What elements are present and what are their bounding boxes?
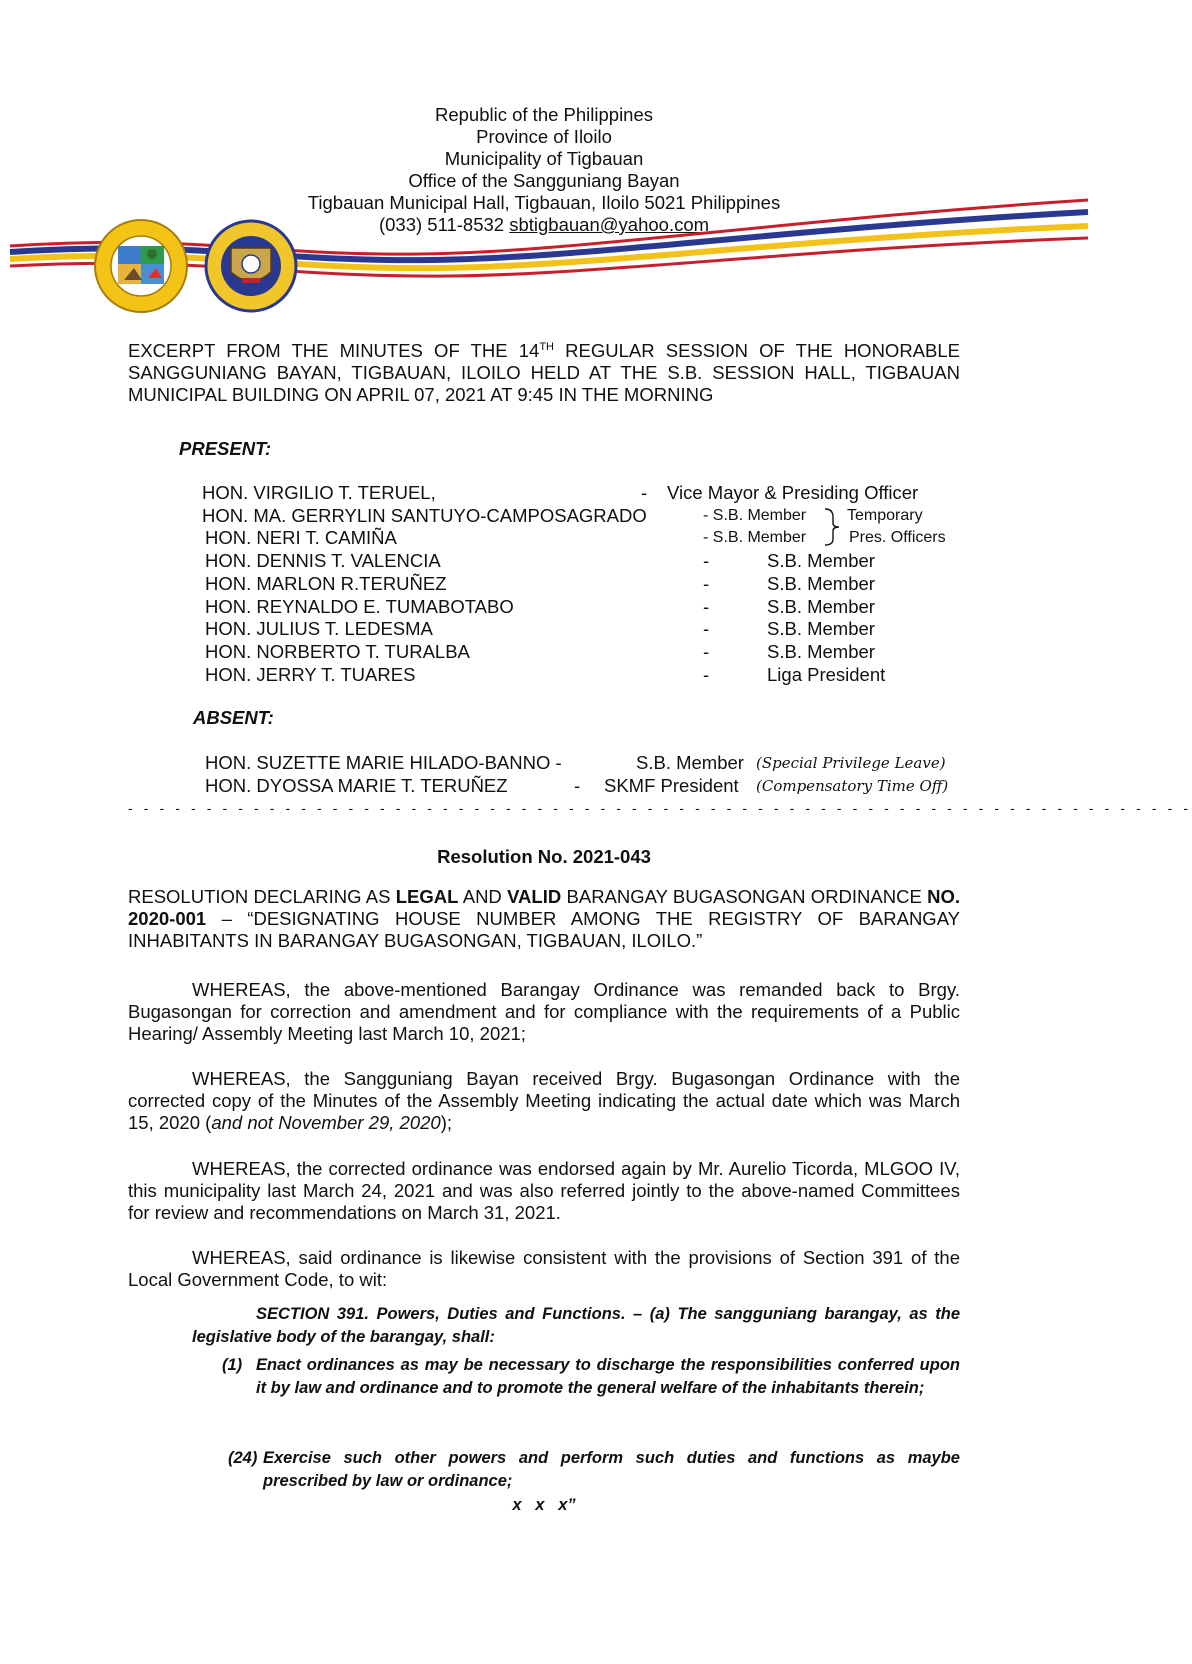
item-24-text: Exercise such other powers and perform such duties and functions as maybe prescribed by law or ordinance; [263,1449,960,1490]
item-1-number: (1) [222,1356,243,1374]
present-role: S.B. Member [767,596,875,617]
title-text: AND [458,886,508,907]
title-text: – “DESIGNATING HOUSE NUMBER AMONG THE REGISTRY OF BARANGAY INHABITANTS IN BARANGAY BUGASONGAN, TIGBAUAN, ILOILO.” [128,908,960,951]
resolution-title [128,886,960,952]
whereas-clause-4: WHEREAS, said ordinance is likewise consistent with the provisions of Section 391 of the Local Government Code, to wit: [128,1247,960,1290]
excerpt-text-b: REGULAR SESSION OF THE HONORABLE SANGGUNIANG BAYAN, TIGBAUAN, ILOILO HELD AT THE S.B. SESSION HALL, TIGBAUAN MUNICIPAL BUILDING ON APRIL 07, 2021 AT 9:45 IN THE MORNING [128,340,960,406]
absent-role: SKMF President [604,775,739,796]
letterhead-republic: Republic of the Philippines [434,104,654,125]
present-name: HON. DENNIS T. VALENCIA [205,550,441,571]
present-dash: - [703,550,710,571]
present-role: Temporary [847,507,923,524]
excerpt-paragraph [128,336,960,406]
excerpt-text-a: EXCERPT FROM THE MINUTES OF THE 14 [128,340,540,362]
present-role: Pres. Officers [849,529,946,546]
present-name: HON. VIRGILIO T. TERUEL, [202,482,436,503]
present-heading: PRESENT: [179,438,272,459]
letterhead-office: Office of the Sangguniang Bayan [408,170,680,191]
whereas-clause-1: WHEREAS, the above-mentioned Barangay Ordinance was remanded back to Brgy. Bugasongan for correction and amendment and for compliance with the requirements of a Public Hearing/ Assembly Meeting last March 10, 2021; [128,979,960,1044]
present-dash: - [703,596,710,617]
absent-note: (Special Privilege Leave) [756,754,946,772]
municipality-seal-icon [86,218,196,314]
whereas-2-italic: and not November 29, 2020 [211,1112,441,1133]
letterhead-phone: (033) 511-8532 [378,214,505,235]
present-dash: - S.B. Member [703,529,807,546]
item-24-number: (24) [228,1449,258,1467]
present-name: HON. JULIUS T. LEDESMA [205,618,433,639]
absent-name: HON. SUZETTE MARIE HILADO-BANNO - [205,752,562,773]
title-valid: VALID [507,886,562,907]
absent-dash: - [574,775,581,796]
present-name: HON. NERI T. CAMIÑA [205,527,397,548]
absent-note: (Compensatory Time Off) [756,777,949,795]
present-dash: - [703,641,710,662]
present-role: Liga President [767,664,886,685]
whereas-2-text: WHEREAS, the Sangguniang Bayan received Brgy. Bugasongan Ordinance with the corrected copy of the Minutes of the Assembly Meeting indicating the actual date which was March 15, 2020 ( [128,1068,960,1133]
present-name: HON. NORBERTO T. TURALBA [205,641,470,662]
absent-role: S.B. Member [636,752,744,773]
present-role: Vice Mayor & Presiding Officer [667,482,919,503]
title-text: BARANGAY BUGASONGAN ORDINANCE [561,886,928,907]
absent-heading: ABSENT: [193,707,274,728]
present-name: HON. MARLON R.TERUÑEZ [205,573,447,594]
resolution-number: Resolution No. 2021-043 [437,846,651,867]
present-name: HON. JERRY T. TUARES [205,664,416,685]
title-text: RESOLUTION DECLARING AS [128,886,396,907]
present-name: HON. REYNALDO E. TUMABOTABO [205,596,514,617]
whereas-2-text: ); [440,1112,452,1133]
absent-name: HON. DYOSSA MARIE T. TERUÑEZ [205,775,508,796]
present-dash: - [641,482,648,503]
present-name: HON. MA. GERRYLIN SANTUYO-CAMPOSAGRADO [202,505,647,526]
whereas-clause-3: WHEREAS, the corrected ordinance was endorsed again by Mr. Aurelio Ticorda, MLGOO IV, this municipality last March 24, 2021 and was also referred jointly to the above-named Committees for review and recommendations on March 31, 2021. [128,1158,960,1223]
letterhead-address: Tigbauan Municipal Hall, Tigbauan, Iloilo 5021 Philippines [307,192,781,213]
title-ordinance-no: NO. 2020-001 [128,886,960,929]
present-role: S.B. Member [767,573,875,594]
present-role: S.B. Member [767,550,875,571]
letterhead-province: Province of Iloilo [476,126,612,147]
sangguniang-bayan-seal-icon [201,218,301,314]
title-legal: LEGAL [395,886,459,907]
whereas-clause-2 [128,1068,960,1134]
present-dash: - S.B. Member [703,507,807,524]
brace-icon [823,505,843,549]
omission-marks: x x x” [512,1496,576,1514]
present-dash: - [703,618,710,639]
excerpt-sup: TH [539,341,554,353]
present-dash: - [703,664,710,685]
present-dash: - [703,573,710,594]
present-role: S.B. Member [767,618,875,639]
letterhead-municipality: Municipality of Tigbauan [444,148,644,169]
item-1-text: Enact ordinances as may be necessary to discharge the responsibilities conferred upon it by law and ordinance and to promote the general welfare of the inhabitants therein; [256,1356,960,1397]
present-role: S.B. Member [767,641,875,662]
section-391-heading: SECTION 391. Powers, Duties and Functions. – (a) The sangguniang barangay, as the legislative body of the barangay, shall: [192,1305,960,1346]
letterhead-email-link[interactable]: sbtigbauan@yahoo.com [509,214,710,235]
separator-line: - - - - - - - - - - - - - - - - - - - - - - - - - - - - - - - - - - - - - - - - - - - - - - - - - - - - - - - - - - - - - - - - - - - - [128,800,1192,816]
